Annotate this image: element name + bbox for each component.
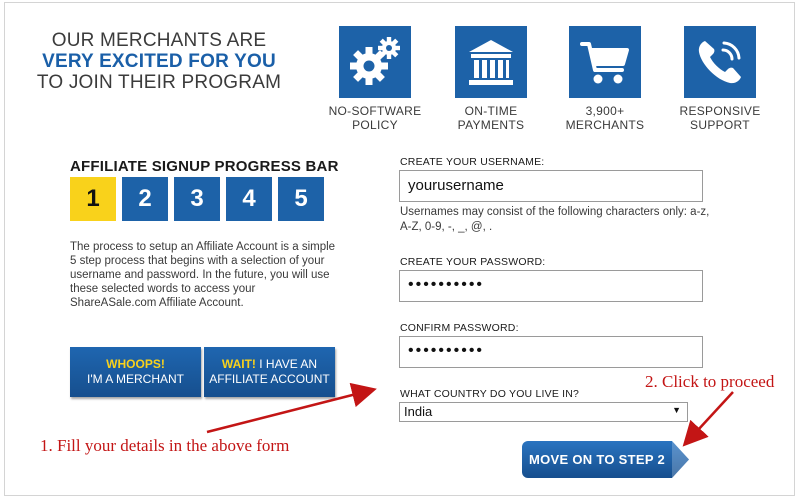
chevron-down-icon: ▼ xyxy=(672,405,681,415)
feature-label-1: ON-TIME xyxy=(464,104,518,118)
affiliate-button-line-1: I HAVE AN xyxy=(259,357,318,371)
password-label: CREATE YOUR PASSWORD: xyxy=(400,256,546,268)
progress-step-3: 3 xyxy=(174,177,220,221)
feature-label-1: NO-SOFTWARE xyxy=(328,104,422,118)
feature-label-2: MERCHANTS xyxy=(565,118,645,132)
progress-step-2: 2 xyxy=(122,177,168,221)
progress-step-4: 4 xyxy=(226,177,272,221)
affiliate-button-line-2: AFFILIATE ACCOUNT xyxy=(209,372,330,386)
merchant-button-line-1: WHOOPS! xyxy=(106,357,165,371)
progress-title: AFFILIATE SIGNUP PROGRESS BAR xyxy=(70,158,339,175)
headline-line-2: VERY EXCITED FOR YOU xyxy=(42,51,276,72)
feature-label-2: SUPPORT xyxy=(690,118,750,132)
process-description: The process to setup an Affiliate Account is a simple 5 step process that begins with a selection of your username and password. In the future, you will use these selected words to access your ShareASale.com Affiliate Account. xyxy=(70,241,336,309)
username-field[interactable]: yourusername xyxy=(399,170,703,202)
merchant-button-line-2: I'M A MERCHANT xyxy=(87,372,184,386)
country-select-value: India xyxy=(404,404,433,419)
annotation-click-proceed: 2. Click to proceed xyxy=(645,372,775,391)
password-field[interactable]: •••••••••• xyxy=(399,270,703,302)
move-to-step-2-label: MOVE ON TO STEP 2 xyxy=(528,452,666,467)
annotation-arrow-2 xyxy=(686,392,733,443)
feature-label-1: RESPONSIVE xyxy=(679,104,761,118)
confirm-password-label: CONFIRM PASSWORD: xyxy=(400,322,519,334)
country-label: WHAT COUNTRY DO YOU LIVE IN? xyxy=(400,388,580,400)
progress-step-5: 5 xyxy=(278,177,324,221)
annotation-fill-details: 1. Fill your details in the above form xyxy=(40,436,290,455)
username-label: CREATE YOUR USERNAME: xyxy=(400,156,545,168)
annotation-arrow-1 xyxy=(207,390,372,432)
headline-line-1: OUR MERCHANTS ARE xyxy=(51,30,267,51)
feature-label-2: PAYMENTS xyxy=(457,118,525,132)
feature-label-2: POLICY xyxy=(352,118,398,132)
feature-label-1: 3,900+ xyxy=(585,104,625,118)
headline-line-3: TO JOIN THEIR PROGRAM xyxy=(36,72,282,93)
confirm-password-field[interactable]: •••••••••• xyxy=(399,336,703,368)
username-hint: Usernames may consist of the following characters only: a-z, A-Z, 0-9, -, _, @, . xyxy=(400,206,710,233)
progress-step-1: 1 xyxy=(70,177,116,221)
affiliate-button-emphasis: WAIT! xyxy=(221,357,256,371)
